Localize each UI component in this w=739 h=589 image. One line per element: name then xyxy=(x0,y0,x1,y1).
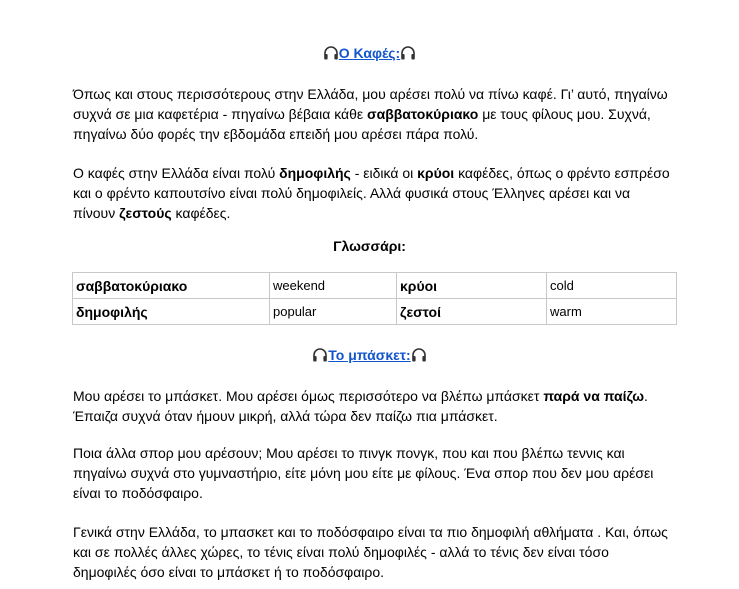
table-row xyxy=(73,299,677,325)
glossary-title: Γλωσσάρι: xyxy=(333,238,406,254)
translation: popular xyxy=(270,299,397,325)
text: . Έπαιζα συχνά όταν ήμουν μικρή, αλλά τώρα δεν παίζω πια μπάσκετ. xyxy=(73,388,648,424)
headphones-icon xyxy=(312,347,328,363)
headphones-icon xyxy=(411,347,427,363)
table-row xyxy=(73,273,677,299)
headphones-icon xyxy=(400,45,416,61)
greek-word: δημοφιλής xyxy=(73,299,270,325)
greek-word: κρύοι xyxy=(397,273,547,299)
greek-word: σαββατοκύριακο xyxy=(73,273,270,299)
coffee-paragraph-1 xyxy=(73,84,673,144)
vocab-word: κρύοι xyxy=(417,165,455,181)
basketball-paragraph-3: Γενικά στην Ελλάδα, το μπασκετ και το ποδόσφαιρο είναι τα πιο δημοφιλή αθλήματα . Και, όπως και σε πολλές άλλες χώρες, το τένις είναι πολύ δημοφιλές - αλλά το τένις δεν είναι τόσο δημοφιλές όσο είναι το μπάσκετ ή το ποδόσφαιρο. xyxy=(73,524,668,580)
vocab-word: ζεστούς xyxy=(119,205,172,221)
vocab-word: σαββατοκύριακο xyxy=(367,106,479,122)
text: - ειδικά οι xyxy=(350,165,418,181)
vocab-word: δημοφιλής xyxy=(279,165,351,181)
basketball-paragraph-2: Ποια άλλα σπορ μου αρέσουν; Μου αρέσει το πινγκ πονγκ, που και που βλέπω τεννις και πηγαίνω συχνά στο γυμναστήριο, είτε μόνη μου είτε με φίλους. Ένα σπορ που δεν μου αρέσει είναι το ποδόσφαιρο. xyxy=(73,445,654,501)
translation: weekend xyxy=(270,273,397,299)
vocab-word: παρά να παίζω xyxy=(543,388,645,404)
translation: cold xyxy=(547,273,677,299)
coffee-audio-link[interactable]: Ο Καφές: xyxy=(338,45,401,61)
text: καφέδες. xyxy=(171,205,231,221)
text: Ο καφές στην Ελλάδα είναι πολύ xyxy=(73,165,280,181)
text: Όπως και στους περισσότερους στην Ελλάδα, μου αρέσει πολύ να πίνω καφέ. Γι’ αυτό, πηγαίνω συχνά σε μια καφετέρια - πηγαίνω βέβαια κάθε xyxy=(73,86,668,122)
basketball-heading xyxy=(0,347,739,363)
basketball-paragraph-1 xyxy=(73,386,673,426)
coffee-heading xyxy=(0,45,739,61)
basketball-audio-link[interactable]: Το μπάσκετ: xyxy=(328,347,411,363)
text: καφέδες, όπως ο φρέντο εσπρέσο και ο φρέντο καπουτσίνο είναι πολύ δημοφιλείς. Αλλά φυσικά στους Έλληνες αρέσει και να πίνουν xyxy=(73,165,670,221)
text: με τους φίλους μου. Συχνά, πηγαίνω δύο φορές την εβδομάδα επειδή μου αρέσει πάρα πολύ. xyxy=(73,106,651,142)
coffee-paragraph-2 xyxy=(73,163,673,223)
text: Μου αρέσει το μπάσκετ. Μου αρέσει όμως περισσότερο να βλέπω μπάσκετ xyxy=(73,388,544,404)
translation: warm xyxy=(547,299,677,325)
greek-word: ζεστοί xyxy=(397,299,547,325)
glossary-table xyxy=(72,272,677,325)
headphones-icon xyxy=(323,45,339,61)
